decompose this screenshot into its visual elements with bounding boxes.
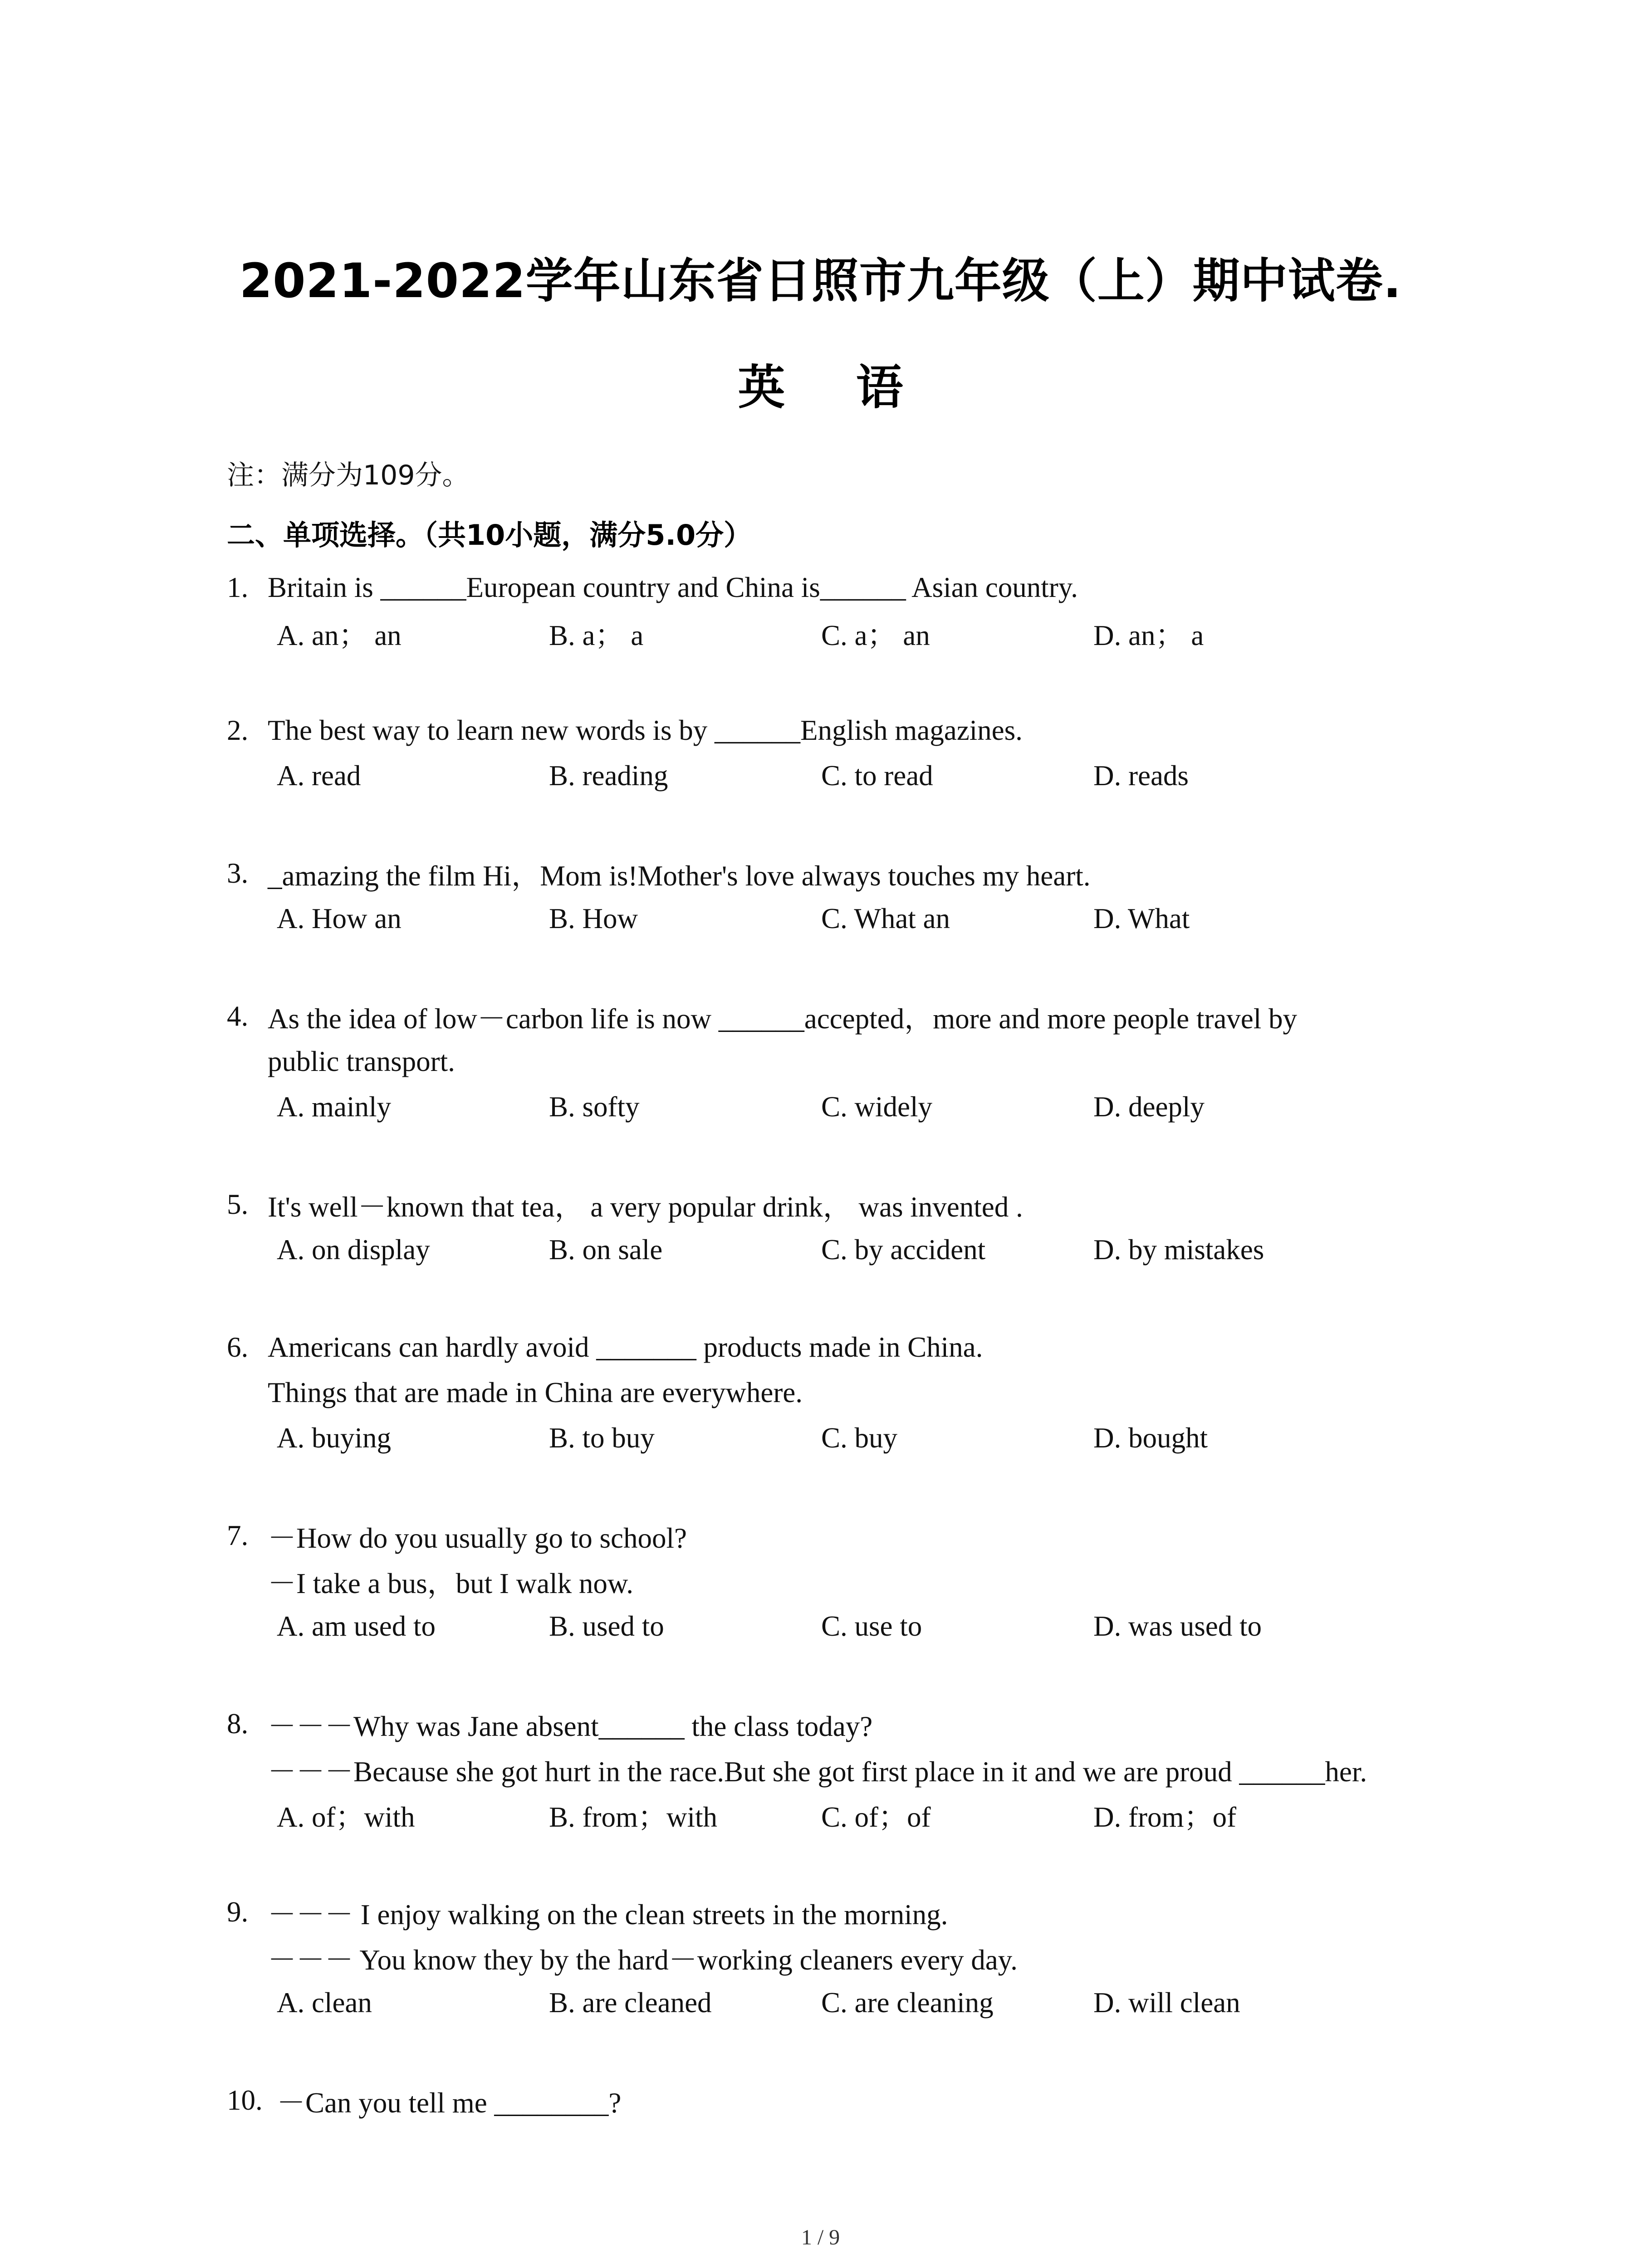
option-a: A. on display <box>277 1233 430 1266</box>
option-b: B. a； a <box>549 619 644 651</box>
question-7 <box>227 1513 1470 1649</box>
question-1 <box>227 565 1470 655</box>
page-title: 2021-2022学年山东省日照市九年级（上）期中试卷. <box>239 253 1402 308</box>
option-c: C. widely <box>821 1090 932 1123</box>
option-d: D. an； a <box>1093 619 1204 651</box>
option-d: D. bought <box>1093 1422 1208 1454</box>
option-d: D. deeply <box>1093 1090 1205 1123</box>
question-2 <box>227 708 1470 798</box>
question-number: 3. <box>227 857 249 889</box>
option-d: D. by mistakes <box>1093 1233 1264 1266</box>
option-d: D. was used to <box>1093 1610 1262 1642</box>
option-a: A. of；with <box>277 1801 415 1833</box>
question-text: －－－ I enjoy walking on the clean streets in the morning. <box>268 1898 948 1931</box>
question-6 <box>227 1325 1470 1461</box>
option-c: C. use to <box>821 1610 922 1642</box>
option-b: B. How <box>549 902 638 934</box>
option-a: A. How an <box>277 902 402 934</box>
option-b: B. on sale <box>549 1233 663 1266</box>
option-c: C. What an <box>821 902 950 934</box>
question-text-continued: public transport. <box>268 1045 455 1077</box>
subject-title: 英 语 <box>738 360 931 415</box>
option-b: B. from；with <box>549 1801 717 1833</box>
question-3 <box>227 850 1470 941</box>
question-text: Americans can hardly avoid _______ products made in China. <box>268 1331 983 1363</box>
option-b: B. to buy <box>549 1422 655 1454</box>
option-d: D. will clean <box>1093 1986 1240 2019</box>
question-number: 4. <box>227 1000 249 1032</box>
question-text: －－－Why was Jane absent______ the class today? <box>268 1710 873 1742</box>
question-number: 7. <box>227 1519 249 1551</box>
option-c: C. a； an <box>821 619 930 651</box>
question-text-continued: －－－Because she got hurt in the race.But she got first place in it and we are proud ______her. <box>268 1755 1367 1788</box>
page-indicator: 1 / 9 <box>801 2225 840 2249</box>
question-9 <box>227 1889 1470 2025</box>
question-text: Britain is ______European country and China is______ Asian country. <box>268 571 1078 603</box>
option-c: C. are cleaning <box>821 1986 994 2019</box>
option-a: A. clean <box>277 1986 372 2019</box>
question-text: The best way to learn new words is by ______English magazines. <box>268 714 1023 746</box>
question-4 <box>227 993 1470 1129</box>
question-text: _amazing the film Hi，Mom is!Mother's love always touches my heart. <box>268 860 1091 892</box>
question-text-continued: Things that are made in China are everywhere. <box>268 1376 803 1408</box>
question-text: As the idea of low－carbon life is now ______accepted，more and more people travel by <box>268 1002 1298 1035</box>
option-c: C. to read <box>821 759 933 792</box>
question-number: 8. <box>227 1707 249 1740</box>
option-a: A. am used to <box>277 1610 436 1642</box>
option-a: A. read <box>277 759 361 792</box>
question-number: 5. <box>227 1188 249 1220</box>
option-a: A. mainly <box>277 1090 391 1123</box>
option-b: B. softy <box>549 1090 640 1123</box>
option-a: A. an； an <box>277 619 402 651</box>
option-c: C. of；of <box>821 1801 931 1833</box>
question-number: 2. <box>227 714 249 746</box>
question-text: －Can you tell me ________? <box>277 2087 622 2119</box>
question-number: 1. <box>227 571 249 603</box>
option-c: C. buy <box>821 1422 898 1454</box>
question-5 <box>227 1182 1470 1272</box>
score-note: 注：满分为109分。 <box>227 459 470 491</box>
option-d: D. from；of <box>1093 1801 1236 1833</box>
question-text: It's well－known that tea， a very popular drink， was invented . <box>268 1191 1023 1223</box>
question-text-continued: －I take a bus，but I walk now. <box>268 1567 633 1599</box>
option-d: D. What <box>1093 902 1190 934</box>
option-b: B. used to <box>549 1610 664 1642</box>
option-d: D. reads <box>1093 759 1189 792</box>
option-b: B. reading <box>549 759 668 792</box>
question-list <box>227 565 1470 2175</box>
question-8 <box>227 1701 1470 1837</box>
question-number: 10. <box>227 2084 263 2116</box>
option-a: A. buying <box>277 1422 391 1454</box>
question-number: 9. <box>227 1896 249 1928</box>
question-10 <box>227 2077 1470 2123</box>
option-c: C. by accident <box>821 1233 986 1266</box>
option-b: B. are cleaned <box>549 1986 712 2019</box>
question-text-continued: －－－ You know they by the hard－working cleaners every day. <box>268 1944 1018 1976</box>
question-number: 6. <box>227 1331 249 1363</box>
question-text: －How do you usually go to school? <box>268 1522 687 1554</box>
section-heading: 二、单项选择。（共10小题，满分5.0分） <box>227 518 752 552</box>
